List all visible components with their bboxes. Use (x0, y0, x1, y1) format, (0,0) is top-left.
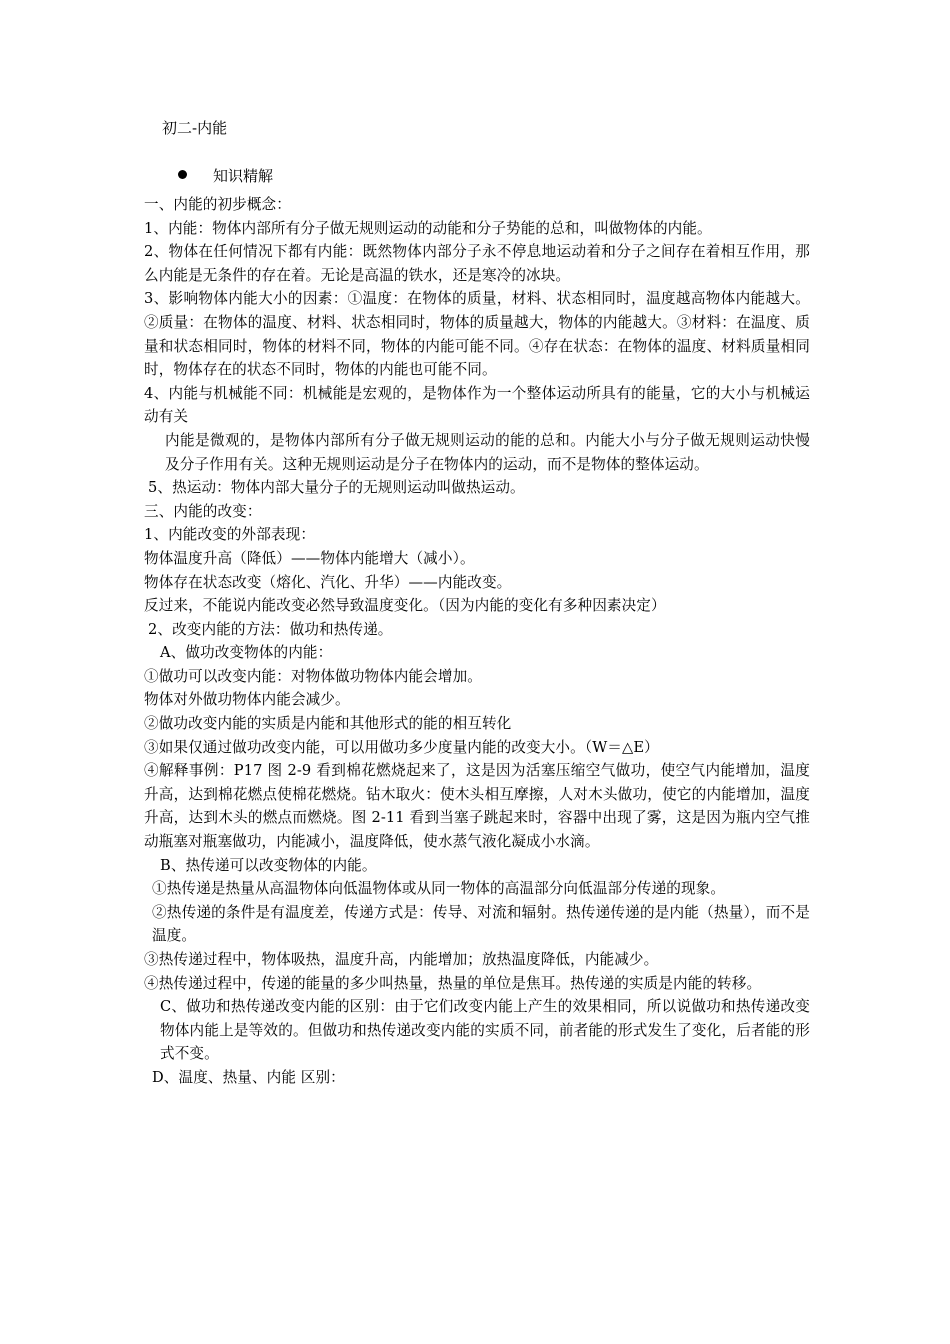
paragraph: ②做功改变内能的实质是内能和其他形式的能的相互转化 (144, 715, 512, 733)
paragraph: 1、内能改变的外部表现： (144, 526, 316, 544)
paragraph: 物体对外做功物体内能会减少。 (144, 691, 350, 709)
paragraph: 5、热运动：物体内部大量分子的无规则运动叫做热运动。 (148, 479, 525, 497)
document-body (144, 193, 810, 1090)
paragraph: 4、内能与机械能不同：机械能是宏观的，是物体作为一个整体运动所具有的能量，它的大小与机械运动有关 (144, 384, 810, 426)
bullet-icon (178, 170, 187, 179)
paragraph: 3、影响物体内能大小的因素：①温度：在物体的质量，材料、状态相同时，温度越高物体内能越大。②质量：在物体的温度、材料、状态相同时，物体的质量越大，物体的内能越大。③材料：在温度、质量和状态相同时，物体的材料不同，物体的内能可能不同。④存在状态：在物体的温度、材料质量相同时，物体存在的状态不同时，物体的内能也可能不同。 (144, 290, 810, 379)
paragraph: 2、物体在任何情况下都有内能：既然物体内部分子永不停息地运动着和分子之间存在着相互作用，那么内能是无条件的存在着。无论是高温的铁水，还是寒冷的冰块。 (144, 243, 810, 284)
paragraph: 1、内能：物体内部所有分子做无规则运动的动能和分子势能的总和，叫做物体的内能。 (144, 219, 712, 237)
subheading-heat-transfer: B、热传递可以改变物体的内能。 (160, 856, 377, 874)
paragraph: ③热传递过程中，物体吸热，温度升高，内能增加；放热温度降低，内能减少。 (144, 951, 659, 968)
paragraph: 物体存在状态改变（熔化、汽化、升华）——内能改变。 (144, 573, 512, 591)
paragraph: ③如果仅通过做功改变内能，可以用做功多少度量内能的改变大小。（W＝△E） (144, 738, 659, 756)
subheading-distinction: D、温度、热量、内能 区别： (152, 1068, 345, 1086)
paragraph: 物体温度升高（降低）——物体内能增大（减小）。 (144, 549, 475, 567)
paragraph: ④解释事例：P17 图 2-9 看到棉花燃烧起来了，这是因为活塞压缩空气做功，使空气内能增加，温度升高，达到棉花燃点使棉花燃烧。钻木取火：使木头相互摩擦，人对木头做功，使它的内能增加，温度升高，达到木头的燃点而燃烧。图 2-11 看到当塞子跳起来时，容器中出现了雾，这是因为瓶内空气推动瓶塞对瓶塞做功，内能减小，温度降低，使水蒸气液化凝成小水滴。 (144, 762, 810, 851)
section-heading-label: 知识精解 (213, 167, 274, 185)
paragraph: ④热传递过程中，传递的能量的多少叫热量，热量的单位是焦耳。热传递的实质是内能的转移。 (144, 974, 762, 992)
section-heading (178, 166, 273, 186)
subheading-difference: C、做功和热传递改变内能的区别：由于它们改变内能上产生的效果相同，所以说做功和热传递改变物体内能上是等效的。但做功和热传递改变内能的实质不同，前者能的形式发生了变化，后者能的形式不变。 (160, 998, 810, 1063)
paragraph: 反过来，不能说内能改变必然导致温度变化。（因为内能的变化有多种因素决定） (144, 597, 666, 615)
heading-concepts: 一、内能的初步概念： (144, 196, 291, 213)
subheading-work: A、做功改变物体的内能： (160, 644, 333, 662)
heading-change: 三、内能的改变： (144, 502, 262, 520)
paragraph: 2、改变内能的方法：做功和热传递。 (148, 620, 393, 638)
paragraph: ①做功可以改变内能：对物体做功物体内能会增加。 (144, 667, 482, 685)
paragraph: 内能是微观的，是物体内部所有分子做无规则运动的能的总和。内能大小与分子做无规则运动快慢及分子作用有关。这种无规则运动是分子在物体内的运动，而不是物体的整体运动。 (165, 431, 810, 473)
page-title: 初二-内能 (162, 119, 228, 137)
paragraph: ①热传递是热量从高温物体向低温物体或从同一物体的高温部分向低温部分传递的现象。 (152, 880, 726, 898)
paragraph: ②热传递的条件是有温度差，传递方式是：传导、对流和辐射。热传递传递的是内能（热量），而不是温度。 (152, 903, 810, 945)
